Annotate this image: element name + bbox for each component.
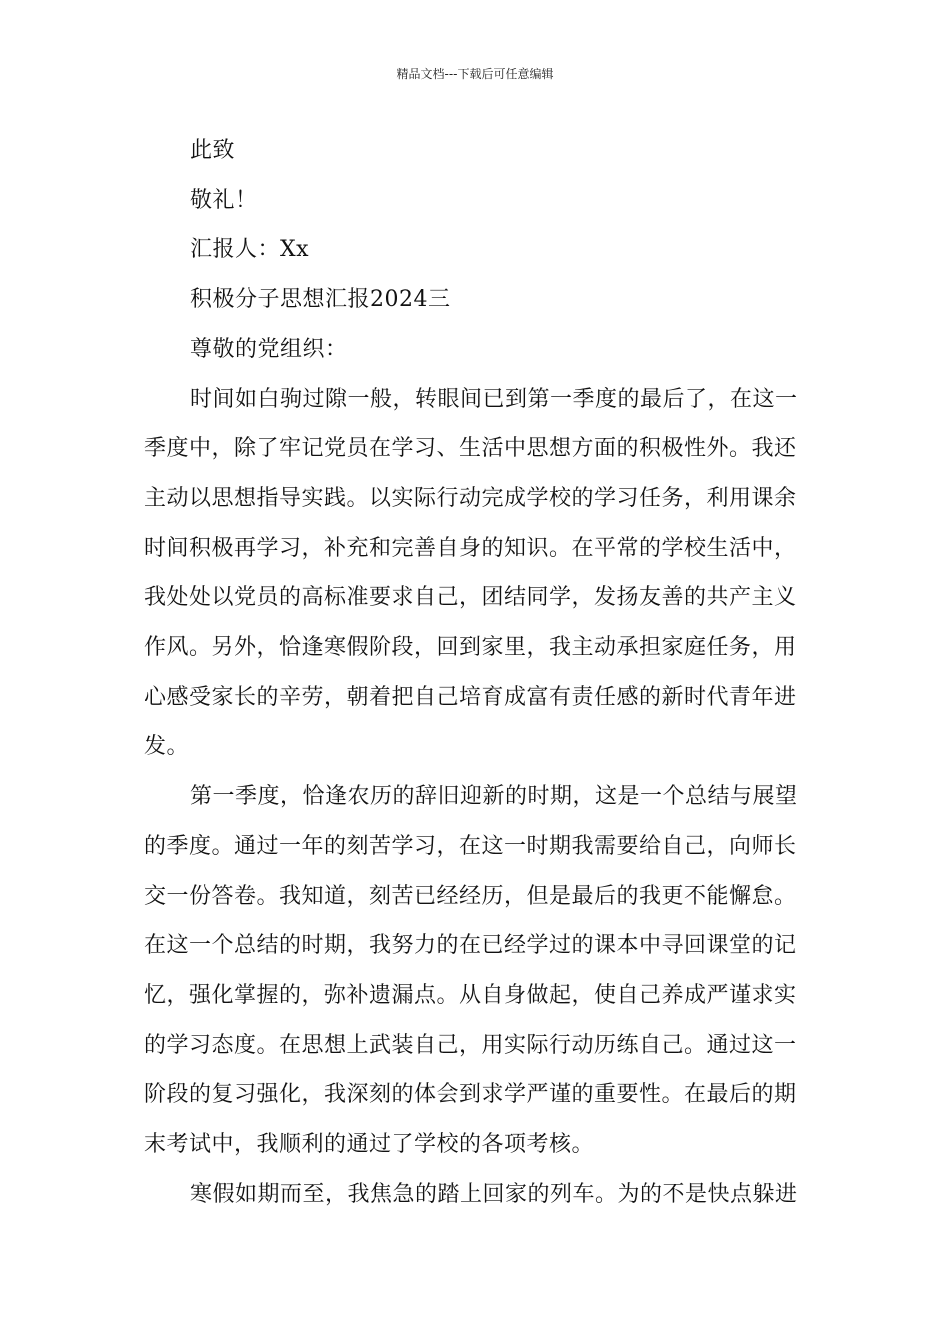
paragraph-line: 在这一个总结的时期，我努力的在已经学过的课本中寻回课堂的记: [144, 933, 797, 959]
paragraph-line: 我处处以党员的高标准要求自己，团结同学，发扬友善的共产主义: [144, 585, 797, 611]
paragraph-line: 时间如白驹过隙一般，转眼间已到第一季度的最后了，在这一: [190, 386, 798, 412]
report-greeting: 尊敬的党组织：: [190, 336, 348, 362]
paragraph-line: 时间积极再学习，补充和完善自身的知识。在平常的学校生活中，: [144, 535, 797, 561]
paragraph-line: 末考试中，我顺利的通过了学校的各项考核。: [144, 1132, 595, 1158]
document-body: [144, 126, 816, 1219]
page-header-watermark: 精品文档---下载后可任意编辑: [396, 67, 554, 81]
paragraph-line: 的学习态度。在思想上武装自己，用实际行动历练自己。通过这一: [144, 1032, 797, 1058]
paragraph-1: [144, 375, 816, 773]
closing-salutation: 此致: [190, 138, 236, 163]
paragraph-line: 阶段的复习强化，我深刻的体会到求学严谨的重要性。在最后的期: [144, 1082, 797, 1108]
paragraph-line: 心感受家长的辛劳，朝着把自己培育成富有责任感的新时代青年进: [144, 684, 797, 710]
closing-respect: 敬礼！: [190, 187, 258, 213]
paragraph-line: 作风。另外，恰逢寒假阶段，回到家里，我主动承担家庭任务，用: [144, 635, 797, 661]
paragraph-line: 交一份答卷。我知道，刻苦已经经历，但是最后的我更不能懈怠。: [144, 883, 797, 909]
paragraph-line: 季度中，除了牢记党员在学习、生活中思想方面的积极性外。我还: [144, 436, 797, 462]
paragraph-line: 发。: [144, 734, 190, 760]
paragraph-line: 主动以思想指导实践。以实际行动完成学校的学习任务，利用课余: [144, 485, 797, 511]
paragraph-line: 第一季度，恰逢农历的辞旧迎新的时期，这是一个总结与展望: [190, 784, 798, 810]
paragraph-line: 忆，强化掌握的，弥补遗漏点。从自身做起，使自己养成严谨求实: [144, 982, 797, 1008]
reporter-line: 汇报人：Xx: [190, 237, 310, 263]
paragraph-line: 的季度。通过一年的刻苦学习，在这一时期我需要给自己，向师长: [144, 833, 797, 859]
paragraph-2: [144, 772, 816, 1170]
report-title: 积极分子思想汇报2024三: [190, 287, 451, 313]
paragraph-3: [144, 1170, 816, 1220]
paragraph-line: 寒假如期而至，我焦急的踏上回家的列车。为的不是快点躲进: [190, 1181, 798, 1207]
